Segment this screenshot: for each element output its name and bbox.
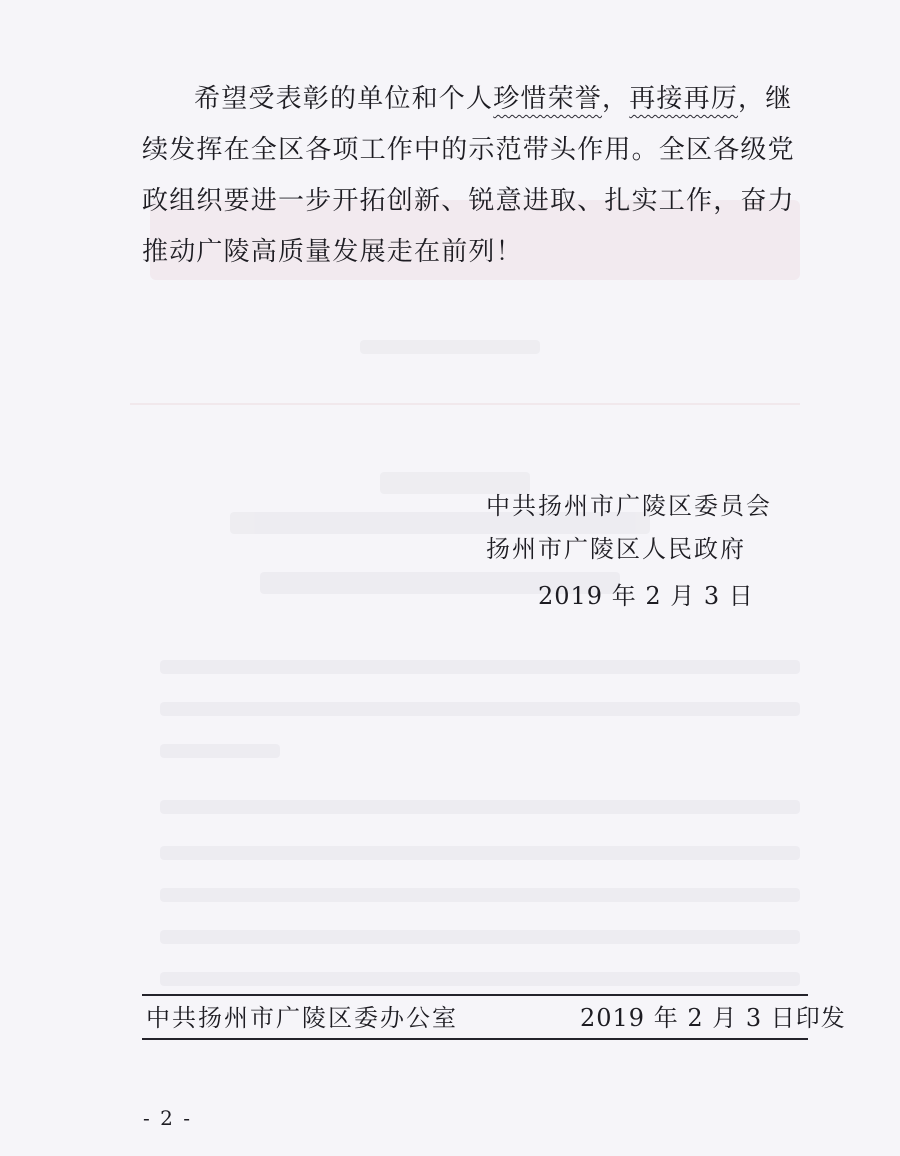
signoff-party-committee: 中共扬州市广陵区委员会	[486, 492, 772, 520]
body-separator: ，	[602, 84, 630, 114]
footer-issue-date: 2019 年 2 月 3 日印发	[580, 1004, 846, 1032]
body-rest: ，继续发挥在全区各项工作中的示范带头作用。全区各级党政组织要进一步开拓创新、锐意进取、扎实工作，奋力推动广陵高质量发展走在前列！	[142, 84, 795, 267]
emphasis-keep-striving: 再接再厉	[629, 84, 739, 114]
signoff-district-government: 扬州市广陵区人民政府	[486, 535, 746, 563]
page-number: - 2 -	[143, 1106, 192, 1130]
footer-rule-bottom	[142, 1038, 808, 1040]
body-lead: 希望受表彰的单位和个人	[194, 84, 494, 114]
body-paragraph	[142, 74, 812, 278]
signoff-date: 2019 年 2 月 3 日	[538, 582, 754, 610]
footer-issuer: 中共扬州市广陵区委办公室	[146, 1004, 458, 1032]
emphasis-cherish-honor: 珍惜荣誉	[493, 84, 603, 114]
footer-rule-top	[142, 994, 808, 996]
